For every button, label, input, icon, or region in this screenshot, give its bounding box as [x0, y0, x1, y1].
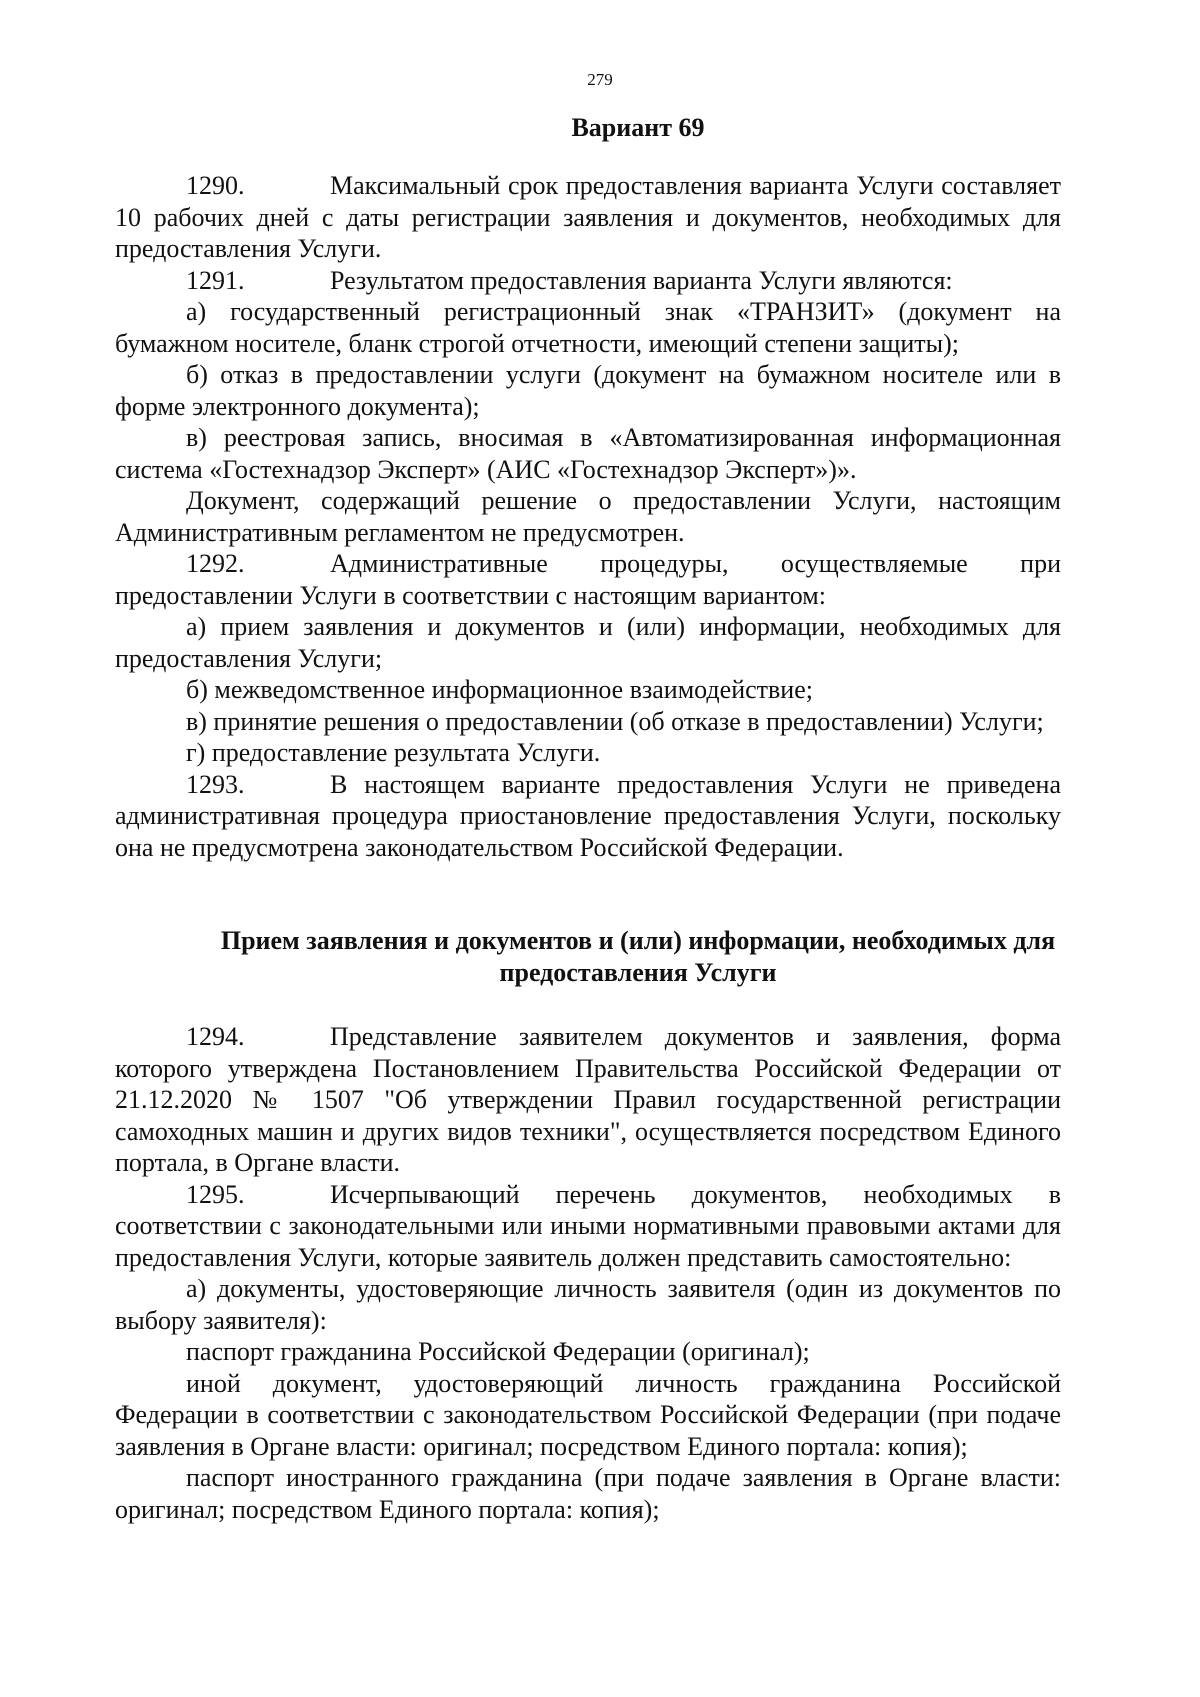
list-item: иной документ, удостоверяющий личность гражданина Российской Федерации в соответствии с законодательством Российской Федерации (при подаче заявления в Органе власти: оригинал; посредством Единого портала: копия);	[115, 1368, 1061, 1461]
list-item-b: б) отказ в предоставлении услуги (документ на бумажном носителе или в форме электронного документа);	[115, 360, 1061, 421]
paragraph-number: 1292.	[186, 549, 245, 578]
list-item-v: в) реестровая запись, вносимая в «Автоматизированная информационная система «Гостехнадзор Эксперт» (АИС «Гостехнадзор Эксперт»)».	[115, 423, 1061, 484]
list-item: паспорт гражданина Российской Федерации (оригинал);	[186, 1337, 810, 1366]
paragraph-text: Максимальный срок предоставления варианта Услуги составляет 10 рабочих дней с даты регистрации заявления и документов, необходимых для предоставления Услуги.	[115, 171, 1061, 263]
paragraph-1294	[115, 1021, 1061, 1179]
section-title: Прием заявления и документов и (или) информации, необходимых для предоставления Услуги	[220, 926, 1056, 987]
list-item: паспорт иностранного гражданина (при подаче заявления в Органе власти: оригинал; посредством Единого портала: копия);	[115, 1463, 1061, 1524]
paragraph-number: 1290.	[186, 171, 245, 200]
paragraph-number: 1295.	[186, 1179, 245, 1209]
paragraph-number: 1294.	[186, 1022, 245, 1051]
paragraphs-block-1	[115, 170, 1061, 863]
list-item-a: а) документы, удостоверяющие личность заявителя (один из документов по выбору заявителя):	[115, 1274, 1061, 1335]
list-item-v: в) принятие решения о предоставлении (об отказе в предоставлении) Услуги;	[186, 706, 1044, 736]
paragraph-text: Исчерпывающий перечень документов, необходимых в соответствии с законодательными или иными нормативными правовыми актами для предоставления Услуги, которые заявитель должен представить самостоятельно:	[115, 1179, 1061, 1272]
paragraph-1290	[115, 170, 1061, 265]
paragraph-text: Документ, содержащий решение о предоставлении Услуги, настоящим Административным регламентом не предусмотрен.	[115, 486, 1061, 547]
paragraph-1293	[115, 769, 1061, 864]
list-item-g: г) предоставление результата Услуги.	[186, 738, 601, 767]
paragraph-text: Представление заявителем документов и заявления, форма которого утверждена Постановлением Правительства Российской Федерации от 21.12.2020 № 1507 "Об утверждении Правил государственной регистрации самоходных машин и других видов техники", осуществляется посредством Единого портала, в Органе власти.	[115, 1022, 1061, 1177]
list-item-a: а) прием заявления и документов и (или) информации, необходимых для предоставления Услуги;	[115, 612, 1061, 673]
paragraph-text: В настоящем варианте предоставления Услуги не приведена административная процедура приостановление предоставления Услуги, поскольку она не предусмотрена законодательством Российской Федерации.	[115, 769, 1061, 862]
paragraphs-block-2	[115, 1021, 1061, 1525]
paragraph-1291	[115, 265, 1061, 297]
paragraph-text: Результатом предоставления варианта Услуги являются:	[330, 265, 953, 295]
list-item-a: а) государственный регистрационный знак «ТРАНЗИТ» (документ на бумажном носителе, бланк строгой отчетности, имеющий степени защиты);	[115, 297, 1061, 358]
paragraph-text: Административные процедуры, осуществляемые при предоставлении Услуги в соответствии с настоящим вариантом:	[115, 549, 1061, 610]
paragraph-number: 1291.	[186, 265, 245, 295]
paragraph-1292	[115, 548, 1061, 611]
page-number: 279	[587, 70, 613, 89]
variant-title: Вариант 69	[571, 113, 705, 142]
paragraph-number: 1293.	[186, 769, 245, 799]
paragraph-1295	[115, 1179, 1061, 1274]
list-item-b: б) межведомственное информационное взаимодействие;	[186, 675, 813, 704]
